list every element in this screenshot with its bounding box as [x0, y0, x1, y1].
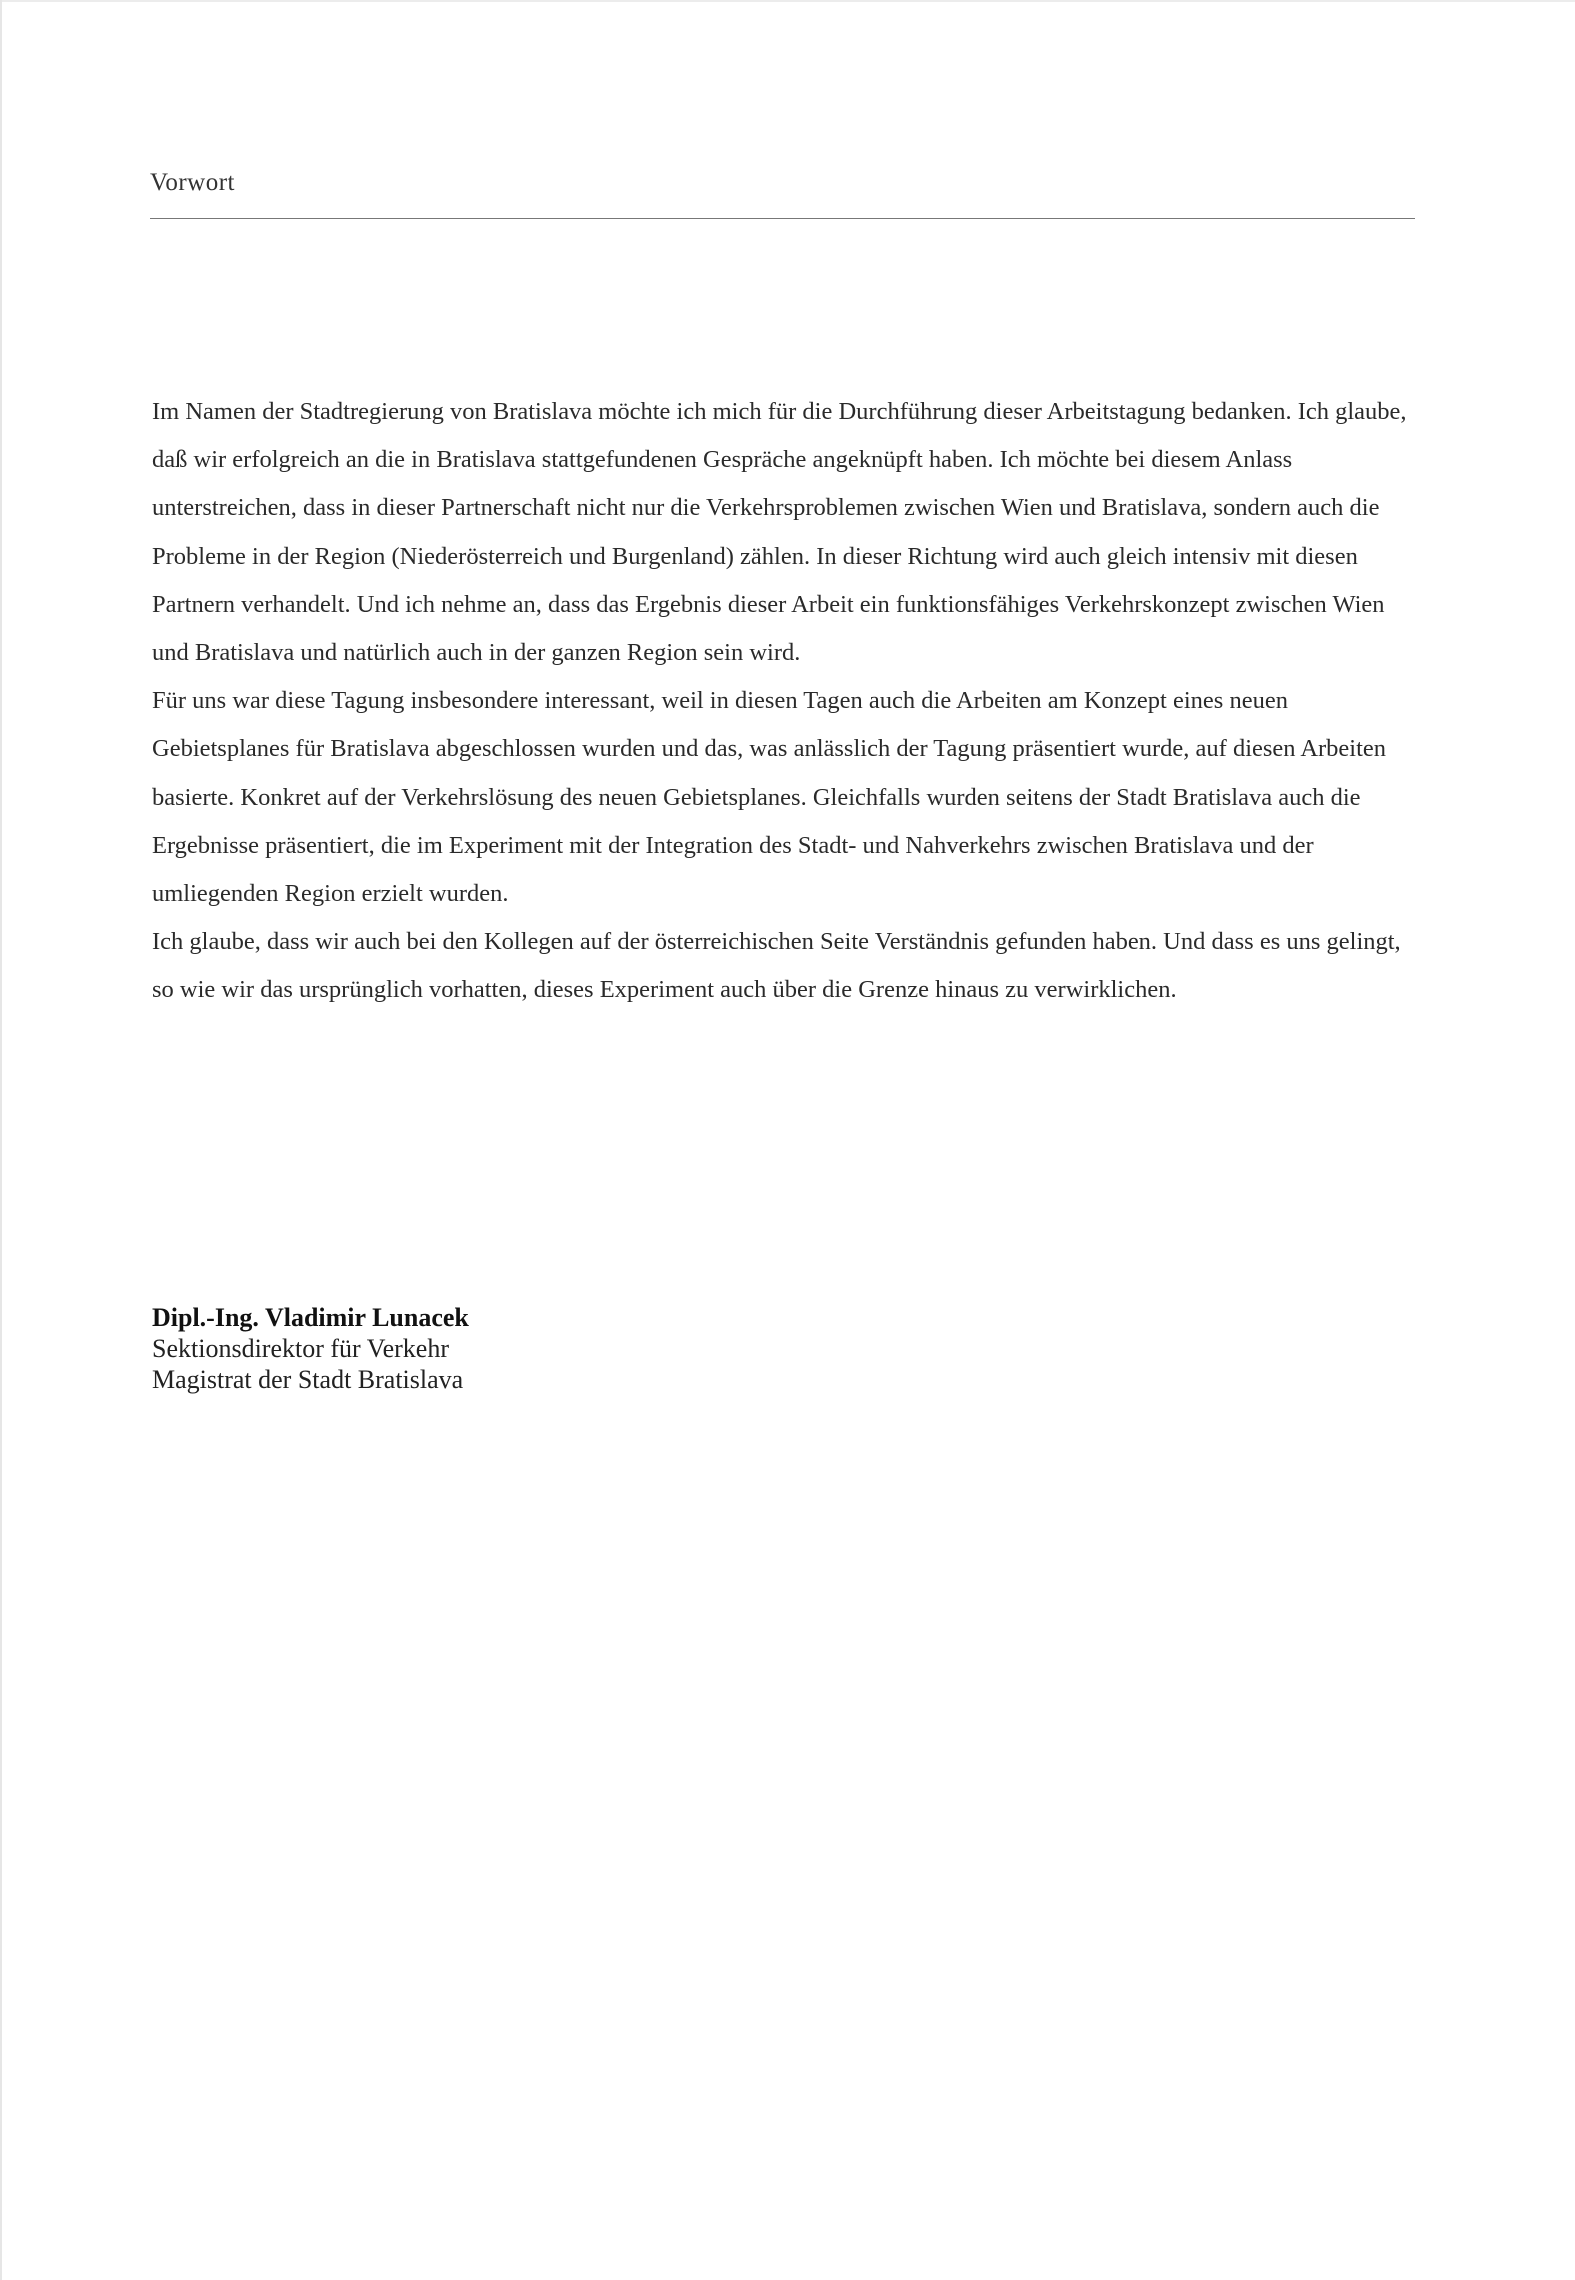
signatory-name: Dipl.-Ing. Vladimir Lunacek — [152, 1303, 469, 1332]
page-title: Vorwort — [150, 169, 235, 196]
signatory-position: Sektionsdirektor für Verkehr — [152, 1334, 450, 1363]
paragraph-3: Ich glaube, dass wir auch bei den Kollegen auf der österreichischen Seite Verständnis gefunden haben. Und dass es uns gelingt, so wie wir das ursprünglich vorhatten, dieses Experiment auch über die Grenze hinaus zu verwirklichen. — [152, 928, 1401, 1004]
page-left-edge — [0, 0, 2, 2280]
page-header — [150, 168, 1415, 219]
signature-block — [152, 1302, 469, 1395]
header-divider — [150, 218, 1415, 219]
signatory-organization: Magistrat der Stadt Bratislava — [152, 1365, 464, 1394]
body-text — [152, 388, 1417, 1015]
page-top-edge — [0, 0, 1575, 2]
paragraph-2: Für uns war diese Tagung insbesondere interessant, weil in diesen Tagen auch die Arbeiten am Konzept eines neuen Gebietsplanes für Bratislava abgeschlossen wurden und das, was anlässlich der Tagung präsentiert wurde, auf diesen Arbeiten basierte. Konkret auf der Verkehrslösung des neuen Gebietsplanes. Gleichfalls wurden seitens der Stadt Bratislava auch die Ergebnisse präsentiert, die im Experiment mit der Integration des Stadt- und Nahverkehrs zwischen Bratislava und der umliegenden Region erzielt wurden. — [152, 687, 1387, 908]
paragraph-1: Im Namen der Stadtregierung von Bratislava möchte ich mich für die Durchführung dieser Arbeitstagung bedanken. Ich glaube, daß wir erfolgreich an die in Bratislava stattgefundenen Gespräche angeknüpft haben. Ich möchte bei diesem Anlass unterstreichen, dass in dieser Partnerschaft nicht nur die Verkehrsproblemen zwischen Wien und Bratislava, sondern auch die Probleme in der Region (Niederösterreich und Burgenland) zählen. In dieser Richtung wird auch gleich intensiv mit diesen Partnern verhandelt. Und ich nehme an, dass das Ergebnis dieser Arbeit ein funktionsfähiges Verkehrskonzept zwischen Wien und Bratislava und natürlich auch in der ganzen Region sein wird. — [152, 398, 1407, 667]
